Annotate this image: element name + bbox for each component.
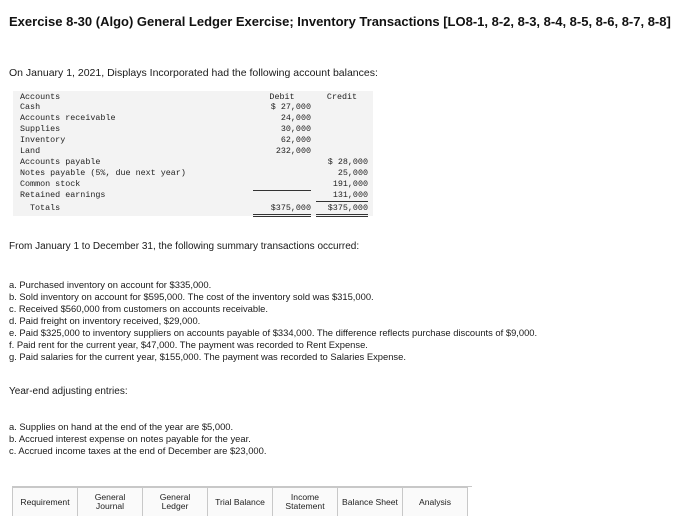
credit-header: Credit bbox=[326, 92, 358, 102]
account-name: Notes payable (5%, due next year) bbox=[20, 168, 186, 178]
tab-requirement[interactable]: Requirement bbox=[12, 487, 78, 516]
debit-value: $ 27,000 bbox=[270, 102, 311, 112]
list-item: e. Paid $325,000 to inventory suppliers on accounts payable of $334,000. The difference reflects purchase discounts of $9,000. bbox=[9, 327, 538, 338]
credit-total: $375,000 bbox=[316, 203, 368, 217]
tab-general-ledger[interactable]: General Ledger bbox=[142, 487, 208, 516]
list-item: b. Accrued interest expense on notes payable for the year. bbox=[9, 433, 251, 444]
account-name: Land bbox=[20, 146, 41, 156]
tab-general-journal[interactable]: General Journal bbox=[77, 487, 143, 516]
credit-value: 191,000 bbox=[332, 179, 368, 189]
account-name: Retained earnings bbox=[20, 190, 106, 200]
transactions-heading: From January 1 to December 31, the following summary transactions occurred: bbox=[9, 241, 360, 252]
table-row bbox=[13, 157, 373, 168]
table-row bbox=[13, 102, 373, 113]
account-name: Supplies bbox=[20, 124, 61, 134]
account-name: Common stock bbox=[20, 179, 81, 189]
debit-header: Debit bbox=[269, 92, 295, 102]
list-item: d. Paid freight on inventory received, $29,000. bbox=[9, 315, 201, 326]
account-name: Inventory bbox=[20, 135, 66, 145]
table-row bbox=[13, 179, 373, 190]
tab-trial-balance[interactable]: Trial Balance bbox=[207, 487, 273, 516]
account-name: Accounts receivable bbox=[20, 113, 116, 123]
list-item: g. Paid salaries for the current year, $155,000. The payment was recorded to Salaries Expense. bbox=[9, 351, 406, 362]
transactions-list bbox=[9, 279, 537, 363]
debit-value: 24,000 bbox=[280, 113, 311, 123]
list-item: a. Purchased inventory on account for $335,000. bbox=[9, 279, 212, 290]
table-row bbox=[13, 124, 373, 135]
table-row bbox=[13, 113, 373, 124]
account-name: Accounts payable bbox=[20, 157, 101, 167]
debit-value: 232,000 bbox=[275, 146, 311, 156]
debit-value: 30,000 bbox=[280, 124, 311, 134]
intro-text: On January 1, 2021, Displays Incorporated had the following account balances: bbox=[9, 67, 378, 79]
page-title: Exercise 8-30 (Algo) General Ledger Exercise; Inventory Transactions [LO8-1, 8-2, 8-3, 8-4, 8-5, 8-6, 8-7, 8-8] bbox=[9, 14, 671, 29]
list-item: c. Accrued income taxes at the end of December are $23,000. bbox=[9, 445, 267, 456]
tab-balance-sheet[interactable]: Balance Sheet bbox=[337, 487, 403, 516]
account-balances-table bbox=[13, 91, 373, 216]
table-row bbox=[13, 146, 373, 157]
credit-value: 131,000 bbox=[316, 190, 368, 202]
tab-analysis[interactable]: Analysis bbox=[402, 487, 468, 516]
accounts-header: Accounts bbox=[20, 92, 61, 102]
list-item: c. Received $560,000 from customers on accounts receivable. bbox=[9, 303, 268, 314]
debit-value bbox=[253, 190, 311, 191]
account-name: Cash bbox=[20, 102, 41, 112]
list-item: a. Supplies on hand at the end of the year are $5,000. bbox=[9, 421, 234, 432]
adjustments-list bbox=[9, 421, 266, 457]
credit-value: 25,000 bbox=[337, 168, 368, 178]
table-row bbox=[13, 135, 373, 146]
list-item: f. Paid rent for the current year, $47,000. The payment was recorded to Rent Expense. bbox=[9, 339, 368, 350]
tab-bar bbox=[12, 486, 472, 516]
debit-value: 62,000 bbox=[280, 135, 311, 145]
debit-total: $375,000 bbox=[253, 203, 311, 217]
list-item: b. Sold inventory on account for $595,000. The cost of the inventory sold was $315,000. bbox=[9, 291, 374, 302]
tab-income-statement[interactable]: Income Statement bbox=[272, 487, 338, 516]
totals-row bbox=[13, 203, 373, 214]
adjusting-heading: Year-end adjusting entries: bbox=[9, 386, 128, 397]
totals-label: Totals bbox=[30, 203, 61, 213]
table-row bbox=[13, 190, 373, 201]
table-row bbox=[13, 168, 373, 179]
credit-value: $ 28,000 bbox=[327, 157, 368, 167]
